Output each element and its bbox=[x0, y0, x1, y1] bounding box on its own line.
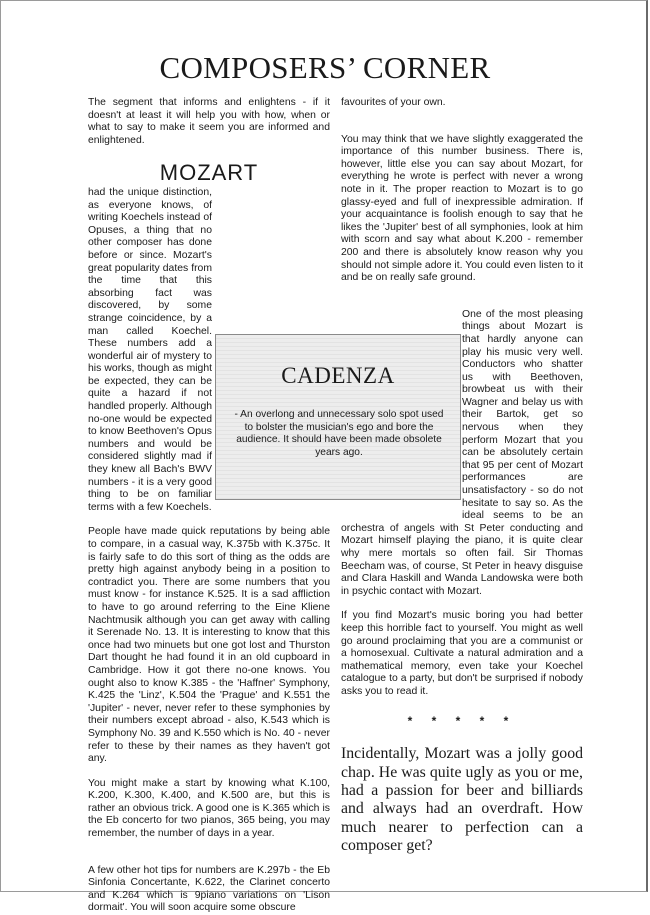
intro-paragraph: The segment that informs and enlightens - if it doesn't at least it will help you with how, when or what to say to make it seem you are informed and enlightened. bbox=[88, 97, 330, 146]
left-column bbox=[88, 97, 330, 915]
left-paragraph-4: A few other hot tips for numbers are K.297b - the Eb Sinfonia Concertante, K.622, the Clarinet concerto and K.264 which is 9piano variations on 'Lison dormait'. You will soon acquire some obscure bbox=[88, 864, 330, 914]
cadenza-box bbox=[215, 334, 461, 500]
page-title: COMPOSERS’ CORNER bbox=[159, 50, 491, 85]
left-paragraph-3: You might make a start by knowing what K.100, K.200, K.300, K.400, and K.500 are, but this is rather an obvious trick. A good one is K.365 which is the Eb concerto for two pianos, 365 being, you may remember, the number of days in a year. bbox=[88, 777, 330, 840]
right-paragraph-2: One of the most pleasing things about Mozart is that hardly anyone can play his music very well. Conductors who shatter us with Beethoven, browbeat us with their Wagner and belay us with their Bartok, get so nervous when they perform Mozart that you can be absolutely certain that 95 per cent of Mozart performances are unsatisfactory - so do not hesitate to say so. As the ideal seems to be an orchestra of angels with St Peter conducting and Mozart himself playing the piano, it is quite clear why mere mortals so often fail. Sir Thomas Beecham was, of course, St Peter in heavy disguise and Clara Haskill and Wanda Landowska were both in psychic contact with Mozart. bbox=[341, 308, 583, 597]
right-paragraph-0: favourites of your own. bbox=[341, 97, 446, 108]
closing-paragraph: Incidentally, Mozart was a jolly good chap. He was quite ugly as you or me, had a passion for beer and billiards and always had an overdraft. How much nearer to perfection can a composer get? bbox=[341, 745, 583, 855]
right-paragraph-1: You may think that we have slightly exaggerated the importance of this number business. There is, however, little else you can say about Mozart, for everything he wrote is perfect with never a wrong note in it. The proper reaction to Mozart is to go glassy-eyed and full of inexpressible admiration. If your acquaintance is foolish enough to say that he likes the 'Jupiter' best of all symphonies, look at him with scorn and say what about K.200 - remember 200 and there is absolutely know reason why you should not simple adore it. You could even listen to it and be on really safe ground. bbox=[341, 133, 583, 284]
left-paragraph-2: People have made quick reputations by being able to compare, in a casual way, K.375b with K.375c. It is fairly safe to do this sort of thing as the odds are pretty high against anybody being in a position to contradict you. There are some numbers that you must know - for instance K.525. It is a sad affliction to have to go around referring to the Eine Kliene Nachtmusik although you can get away with calling it Serenade No. 13. It is interesting to know that this once had two minuets but one got lost and Thurston Dart thought he had found it in an old cupboard in Cambridge. How it got there no-one knows. You ought also to know K.385 - the 'Haffner' Symphony, K.425 the 'Linz', K.504 the 'Prague' and K.551 the 'Jupiter' - never, never refer to these symphonies by their numbers except abroad - also, K.543 which is Symphony No. 39 and K.550 which is No. 40 - never refer to these by their names as they haven't got any. bbox=[88, 526, 330, 765]
left-paragraph-1: had the unique distinction, as everyone knows, of writing Koechels instead of Opuses, a thing that no other composer has done before or since. Mozart's great popularity dates from the time that this absorbing fact was discovered, by some strange coincidence, by a man called Koechel. These numbers add a wonderful air of mystery to his works, though as might be expected, they can be quite a hazard if not handled properly. Although no-one would be expected to know Beethoven's Opus numbers and would be considered slightly mad if they knew all Bach's BWV numbers - it is a very good thing to be on familiar terms with a few Koechels. bbox=[88, 186, 212, 513]
section-divider-stars: * * * * * bbox=[407, 713, 517, 728]
mozart-heading: MOZART bbox=[159, 160, 259, 186]
cadenza-definition: - An overlong and unnecessary solo spot used to bolster the musician's ego and bore the audience. It should have been made obsolete years ago. bbox=[234, 409, 444, 458]
right-paragraph-3: If you find Mozart's music boring you had better keep this horrible fact to yourself. You might as well go around proclaiming that you are a communist or a homosexual. Cultivate a natural admiration and a mathematical memory, even take your Koechel catalogue to a party, but don't be surprised if nobody asks you to read it. bbox=[341, 610, 583, 697]
cadenza-title: CADENZA bbox=[281, 363, 395, 388]
